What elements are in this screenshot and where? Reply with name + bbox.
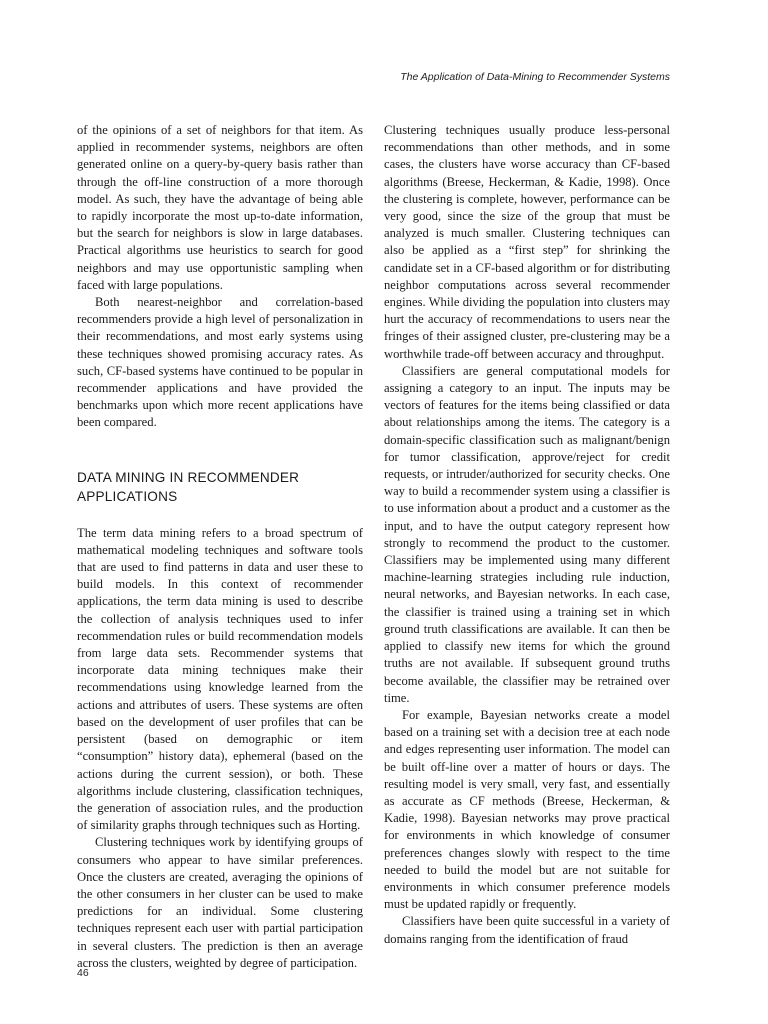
page-number: 46 — [77, 967, 89, 979]
paragraph: Classifiers have been quite successful in a variety of domains ranging from the identification of fraud — [384, 914, 670, 946]
paragraph: Clustering techniques work by identifying groups of consumers who appear to have similar preferences. Once the clusters are created, averaging the opinions of the other consumers in her cluster can be used to make predictions for an individual. Some clustering techniques represent each user with partial participation in several clusters. The prediction is then an average across the clusters, weighted by degree of participation. — [77, 835, 363, 970]
running-head: The Application of Data-Mining to Recommender Systems — [400, 71, 670, 83]
paragraph: The term data mining refers to a broad spectrum of mathematical modeling techniques and software tools that are used to find patterns in data and user these to build models. In this context of recommender applications, the term data mining is used to describe the collection of analysis techniques used to infer recommendation rules or build recommendation models from large data sets. Recommender systems that incorporate data mining techniques make their recommendations using knowledge learned from the actions and attributes of users. These systems are often based on the development of user profiles that can be persistent (based on demographic or item “consumption” history data), ephemeral (based on the actions during the current session), or both. These algorithms include clustering, classification techniques, the generation of association rules, and the production of similarity graphs through techniques such as Horting. — [77, 525, 363, 833]
paragraph: of the opinions of a set of neighbors for that item. As applied in recommender systems, neighbors are often generated online on a query-by-query basis rather than through the off-line construction of a more thorough model. As such, they have the advantage of being able to rapidly incorporate the most up-to-date information, but the search for neighbors is slow in large databases. Practical algorithms use heuristics to search for good neighbors and may use opportunistic sampling when faced with large populations. — [77, 123, 363, 292]
section-heading: DATA MINING IN RECOMMENDER APPLICATIONS — [77, 469, 300, 504]
right-column — [384, 122, 670, 948]
paragraph: Clustering techniques usually produce less-personal recommendations than other methods, and in some cases, the clusters have worse accuracy than CF-based algorithms (Breese, Heckerman, & Kadie, 1998). Once the clustering is complete, however, performance can be very good, since the size of the group that must be analyzed is much smaller. Clustering techniques can also be applied as a “first step” for shrinking the candidate set in a CF-based algorithm or for distributing neighbor computations across several recommender engines. While dividing the population into clusters may hurt the accuracy of recommendations to users near the fringes of their assigned cluster, pre-clustering may be a worthwhile trade-off between accuracy and throughput. — [384, 123, 670, 361]
paragraph: Both nearest-neighbor and correlation-based recommenders provide a high level of personalization in their recommendations, and most early systems using these techniques showed promising accuracy rates. As such, CF-based systems have continued to be popular in recommender applications and have provided the benchmarks upon which more recent applications have been compared. — [77, 295, 363, 430]
paragraph: For example, Bayesian networks create a model based on a training set with a decision tree at each node and edges representing user information. The model can be built off-line over a matter of hours or days. The resulting model is very small, very fast, and essentially as accurate as CF methods (Breese, Heckerman, & Kadie, 1998). Bayesian networks may prove practical for environments in which knowledge of consumer preferences changes slowly with respect to the time needed to build the model but are not suitable for environments in which consumer preference models must be updated rapidly or frequently. — [384, 707, 670, 912]
left-column — [77, 122, 363, 972]
paragraph: Classifiers are general computational models for assigning a category to an input. The inputs may be vectors of features for the items being classified or data about relationships among the items. The category is a domain-specific classification such as malignant/benign for tumor classification, approve/reject for credit requests, or intruder/authorized for security checks. One way to build a recommender system using a classifier is to use information about a product and a customer as the input, and to have the output category represent how strongly to recommend the product to the customer. Classifiers may be implemented using many different machine-learning strategies including rule induction, neural networks, and Bayesian networks. In each case, the classifier is trained using a training set in which ground truth classifications are available. It can then be applied to classify new items for which the ground truths are not available. If subsequent ground truths become available, the classifier may be retrained over time. — [384, 363, 670, 705]
